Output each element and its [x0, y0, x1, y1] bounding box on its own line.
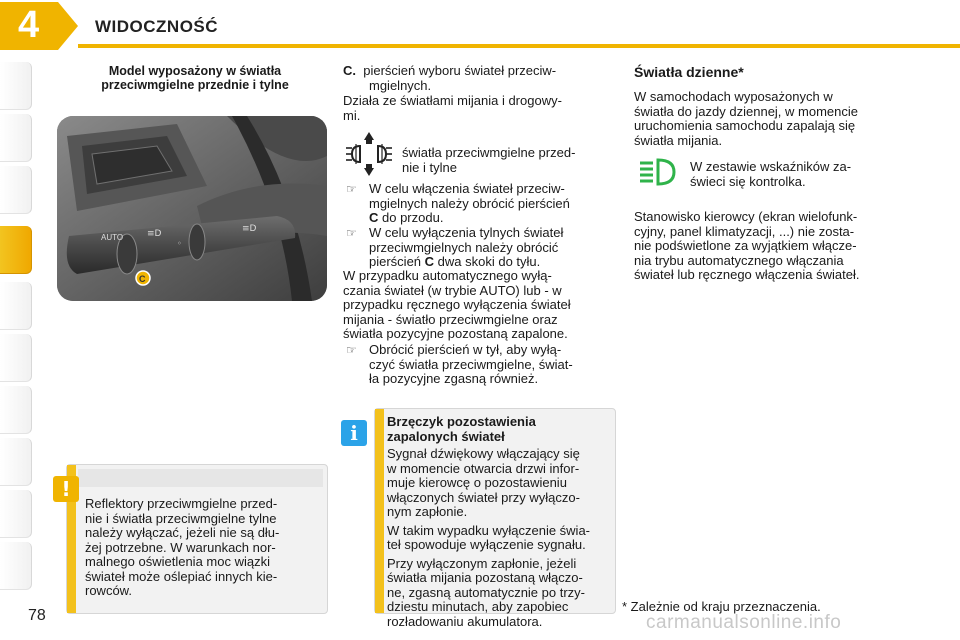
- daytime-lights-title: Światła dzienne*: [634, 64, 744, 80]
- info-line: Sygnał dźwiękowy włączający się: [387, 446, 580, 461]
- warning-line: żej potrzebne. W warunkach nor-: [85, 539, 276, 555]
- stalk-label-auto: AUTO: [101, 233, 124, 242]
- warning-line: nie i światła przeciwmgielne tylne: [85, 510, 277, 526]
- info-box-title: [387, 415, 609, 444]
- item-c-line1: pierścień wyboru świateł przeciw-: [363, 63, 557, 78]
- bullet3-line2: czyć światła przeciwmgielne, świat-: [369, 356, 573, 372]
- fog-caption-line1: światła przeciwmgielne przed-: [402, 145, 576, 160]
- bullet1-c: C: [369, 210, 379, 225]
- bullet2-c: C: [424, 254, 435, 269]
- bullet-icon: ☞: [346, 182, 357, 196]
- chapter-tab-10[interactable]: [0, 542, 32, 590]
- chapter-tab-7[interactable]: [0, 386, 32, 434]
- chapter-tab-1[interactable]: [0, 62, 32, 110]
- para-line: przypadku ręcznego wyłączenia świateł: [343, 297, 571, 312]
- chapter-tab-5[interactable]: [0, 282, 32, 330]
- daytime-line: nia trybu automatycznego włączania: [634, 252, 844, 268]
- daytime-line: W samochodach wyposażonych w: [634, 89, 833, 104]
- intro-text: [343, 94, 615, 123]
- fog-caption-line2: nie i tylne: [402, 159, 457, 175]
- info-icon: i: [341, 420, 367, 446]
- info-box-stripe: [375, 409, 384, 613]
- svg-text:≡D: ≡D: [147, 229, 162, 239]
- info-line: nym zapłonie.: [387, 504, 468, 519]
- page-number: 78: [28, 607, 46, 624]
- header-rule: [78, 44, 960, 48]
- daytime-line: nie podświetlone za wyjątkiem włącze-: [634, 238, 857, 253]
- light-stalk-illustration: [57, 116, 327, 301]
- chapter-tab-2[interactable]: [0, 114, 32, 162]
- info-line: muje kierowcę o pozostawieniu: [387, 475, 567, 490]
- daytime-lights-indicator-icon: [638, 157, 678, 187]
- daytime-line: cyjny, panel klimatyzacji, ...) nie zosta-: [634, 223, 855, 239]
- info-line: dziestu minutach, aby zapobiec: [387, 599, 569, 614]
- daytime-line: Stanowisko kierowcy (ekran wielofunk-: [634, 209, 858, 224]
- warning-icon: !: [53, 476, 79, 502]
- info-line: Przy wyłączonym zapłonie, jeżeli: [387, 555, 577, 571]
- bullet2-line1: W celu wyłączenia tylnych świateł: [369, 225, 564, 240]
- bullet2-line3: dwa skoki do tyłu.: [434, 254, 541, 269]
- bullet-3: [369, 343, 616, 387]
- auto-mode-paragraph: [343, 269, 616, 342]
- bullet-1: [369, 182, 616, 226]
- heading-line-2: przeciwmgielne przednie i tylne: [101, 78, 289, 92]
- info-box: [374, 408, 616, 629]
- daytime-line: świateł lub ręcznego włączenia świateł.: [634, 267, 860, 282]
- para-line: czania świateł (w trybie AUTO) lub - w: [343, 282, 562, 298]
- daytime-line: uruchomienia samochodu zapalają się: [634, 118, 856, 133]
- indicator-line2: świeci się kontrolka.: [690, 173, 806, 189]
- svg-text:≡D: ≡D: [242, 224, 257, 234]
- chapter-tab-8[interactable]: [0, 438, 32, 486]
- fog-icon-caption: [402, 146, 616, 175]
- section-heading-fog-model: [70, 64, 320, 92]
- warning-line: świateł może oślepiać innych kie-: [85, 568, 278, 584]
- bullet1-line2: mgielnych należy obrócić pierścień: [369, 195, 570, 211]
- bullet-2: [369, 226, 616, 270]
- info-line: światła mijania pozostaną włączo-: [387, 570, 583, 585]
- daytime-line: światła do jazdy dziennej, w momencie: [634, 103, 858, 119]
- info-title-line2: zapalonych świateł: [387, 428, 505, 444]
- info-line: rozładowaniu akumulatora.: [387, 613, 543, 629]
- info-line: włączonych świateł przy wyłączo-: [387, 489, 580, 505]
- bullet2-line3-pre: pierścień: [369, 254, 425, 269]
- bullet2-line2: przeciwmgielnych należy obrócić: [369, 239, 559, 255]
- page-header: [0, 0, 960, 52]
- heading-line-1: Model wyposażony w światła: [108, 64, 282, 78]
- chapter-tab-3[interactable]: [0, 166, 32, 214]
- bullet-icon: ☞: [346, 343, 357, 357]
- warning-line: malnego oświetlenia moc wiązki: [85, 554, 270, 569]
- info-line: w momencie otwarcia drzwi infor-: [387, 460, 580, 476]
- warning-line: rowców.: [85, 583, 132, 598]
- intro-line1: Działa ze światłami mijania i drogowy-: [343, 93, 562, 108]
- stalk-photo: [57, 116, 327, 301]
- info-box-text: [387, 447, 611, 629]
- footnote: * Zależnie od kraju przeznaczenia.: [622, 599, 821, 614]
- chapter-number: 4: [18, 4, 40, 46]
- item-c-letter: C.: [343, 63, 356, 78]
- indicator-line1: W zestawie wskaźników za-: [690, 159, 852, 174]
- page-title: WIDOCZNOŚĆ: [95, 17, 219, 36]
- chapter-tab-6[interactable]: [0, 334, 32, 382]
- item-c: [343, 64, 615, 93]
- bullet1-line1: W celu włączenia świateł przeciw-: [369, 181, 565, 196]
- warning-line: Reflektory przeciwmgielne przed-: [85, 496, 278, 511]
- daytime-para-2: [634, 210, 904, 283]
- warning-text: [85, 497, 321, 599]
- info-line: W takim wypadku wyłączenie świa-: [387, 522, 591, 538]
- warning-box: [66, 464, 328, 614]
- info-line: ne, zgasną automatycznie po trzy-: [387, 584, 585, 600]
- fog-lights-icon: [344, 132, 394, 176]
- para-line: światła pozycyjne pozostaną zapalone.: [343, 326, 568, 341]
- item-c-line2: mgielnych.: [369, 77, 432, 93]
- bullet-icon: ☞: [346, 226, 357, 240]
- para-line: mijania - światło przeciwmgielne oraz: [343, 311, 558, 327]
- daytime-para-1: [634, 90, 904, 148]
- chapter-tabs: [0, 62, 34, 582]
- bullet3-line3: ła pozycyjne zgasną również.: [369, 371, 539, 386]
- info-line: teł spowoduje wyłączenie sygnału.: [387, 537, 586, 552]
- bullet3-line1: Obrócić pierścień w tył, aby wyłą-: [369, 342, 562, 357]
- bullet1-line3: do przodu.: [378, 210, 444, 225]
- ring-c-label: C: [139, 274, 146, 284]
- intro-line2: mi.: [343, 107, 361, 123]
- info-title-line1: Brzęczyk pozostawienia: [387, 414, 536, 429]
- svg-text:◦: ◦: [177, 239, 182, 248]
- chapter-tab-4-active[interactable]: [0, 226, 32, 274]
- chapter-tab-9[interactable]: [0, 490, 32, 538]
- watermark: carmanualsonline.info: [646, 612, 842, 633]
- indicator-caption: [690, 160, 904, 189]
- para-line: W przypadku automatycznego wyłą-: [343, 268, 552, 283]
- daytime-line: światła mijania.: [634, 132, 723, 148]
- warning-line: należy wyłączać, jeżeli nie są dłu-: [85, 525, 280, 540]
